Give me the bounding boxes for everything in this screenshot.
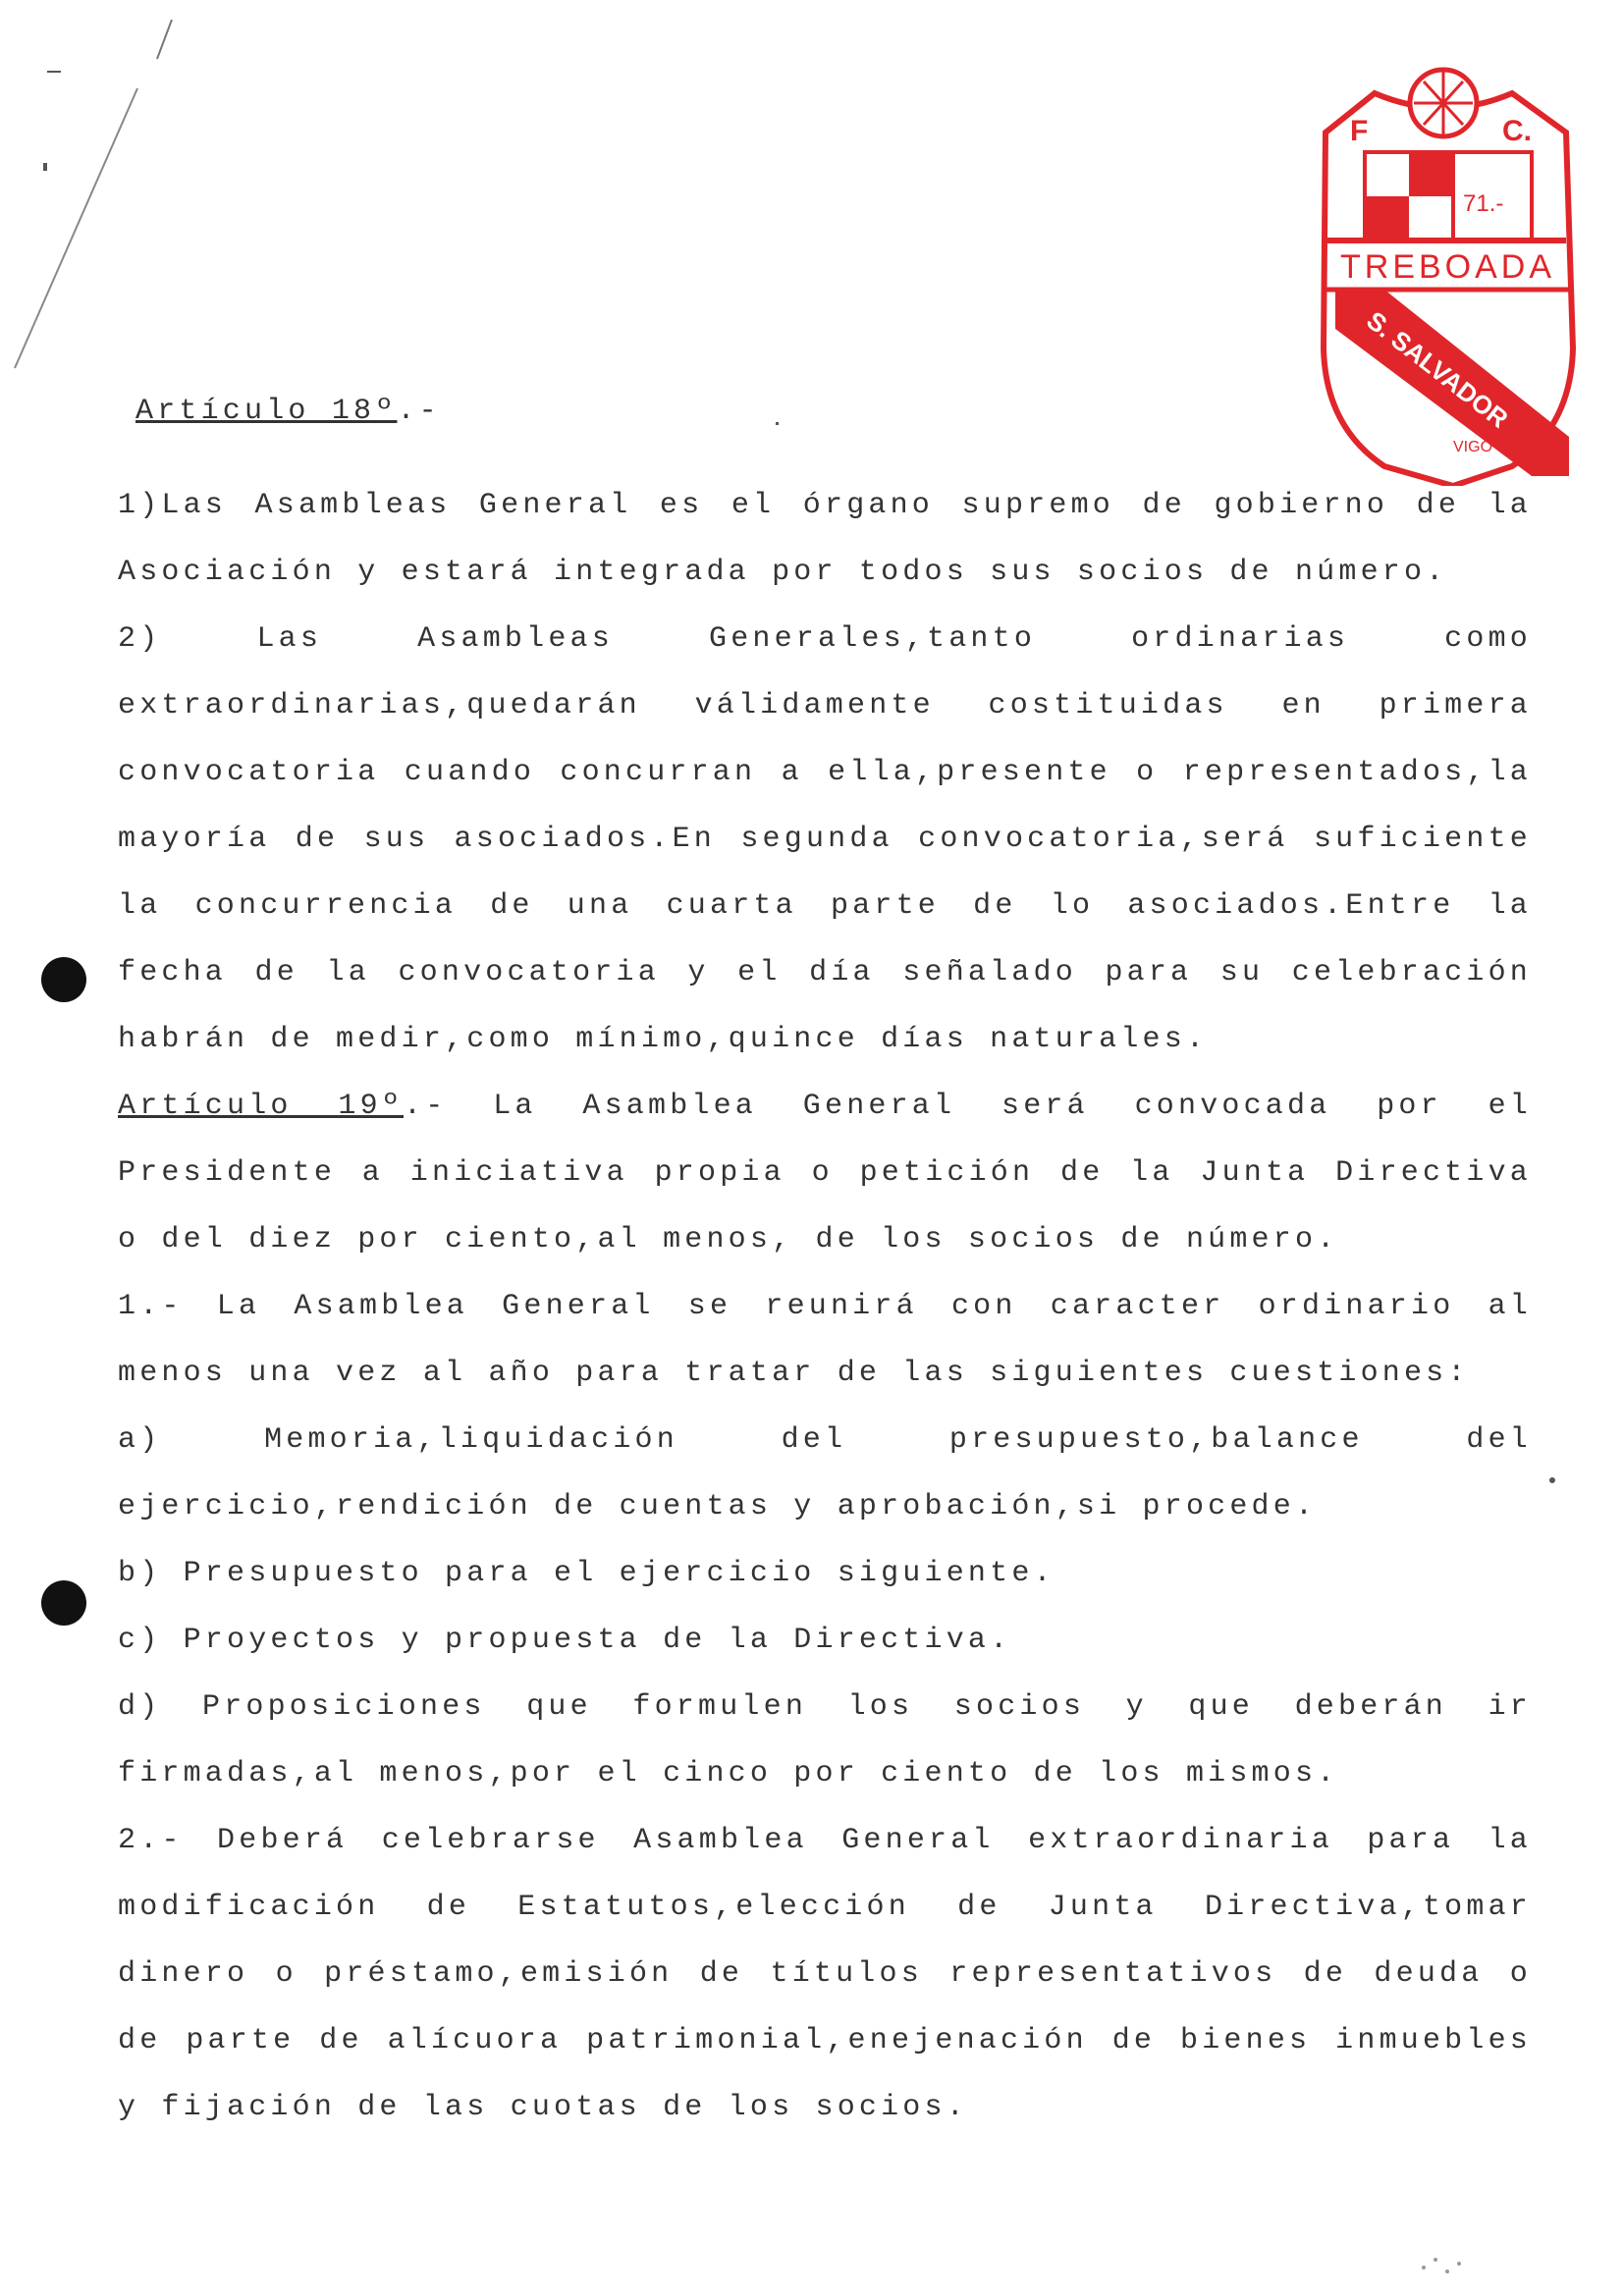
article-19-heading: Artículo 19º xyxy=(118,1090,405,1123)
item-2: 2.- Deberá celebrarse Asamblea General extraordinaria para la modificación de Estatutos,elección de Junta Directiva,tomar dinero o préstamo,emisión de títulos representativos de deuda o de parte de alícuora patrimonial,enejenación de bienes inmuebles y fijación de las cuotas de los socios. xyxy=(118,1824,1532,2124)
item-b: b) Presupuesto para el ejercicio siguiente. xyxy=(118,1557,1055,1590)
scan-edge-line xyxy=(10,20,177,373)
scan-mark xyxy=(47,71,61,73)
paragraph-1: 1)Las Asambleas General es el órgano supremo de gobierno de la Asociación y estará integrada por todos sus socios de número. xyxy=(118,489,1532,589)
seal-band-text: TREBOADA xyxy=(1340,248,1556,286)
seal-sash-text: S. SALVADOR xyxy=(1361,305,1514,434)
seal-letter-f: F xyxy=(1350,115,1369,147)
punch-hole xyxy=(41,1580,86,1626)
scan-mark xyxy=(1549,1477,1555,1483)
document-body xyxy=(118,378,1532,2141)
article-19-text: .- La Asamblea General será convocada por el Presidente a iniciativa propia o petición de la Junta Directiva o del diez por ciento,al menos, de los socios de número. xyxy=(118,1090,1532,1256)
article-18-title: Artículo 18º xyxy=(135,395,398,428)
article-18-heading xyxy=(135,378,1532,445)
scan-mark xyxy=(43,163,47,171)
punch-hole xyxy=(41,957,86,1002)
item-a: a) Memoria,liquidación del presupuesto,balance del ejercicio,rendición de cuentas y aprobación,si procede. xyxy=(118,1423,1532,1523)
article-19-paragraph xyxy=(118,1073,1532,1273)
item-c: c) Proyectos y propuesta de la Directiva. xyxy=(118,1624,1012,1657)
scan-smudge xyxy=(1414,2248,1473,2287)
article-18-suffix: .- xyxy=(397,395,441,428)
item-d: d) Proposiciones que formulen los socios y que deberán ir firmadas,al menos,por el cinco por ciento de los mismos. xyxy=(118,1690,1532,1790)
seal-plate-text: 71.- xyxy=(1463,190,1504,217)
seal-city-text: VIGO xyxy=(1453,439,1493,455)
item-1: 1.- La Asamblea General se reunirá con caracter ordinario al menos una vez al año para tratar de las siguientes cuestiones: xyxy=(118,1290,1532,1390)
seal-letter-c: C. xyxy=(1502,115,1532,147)
paragraph-2: 2) Las Asambleas Generales,tanto ordinarias como extraordinarias,quedarán válidamente costituidas en primera convocatoria cuando concurran a ella,presente o representados,la mayoría de sus asociados.En segunda convocatoria,será suficiente la concurrencia de una cuarta parte de lo asociados.Entre la fecha de la convocatoria y el día señalado para su celebración habrán de medir,como mínimo,quince días naturales. xyxy=(118,622,1532,1056)
